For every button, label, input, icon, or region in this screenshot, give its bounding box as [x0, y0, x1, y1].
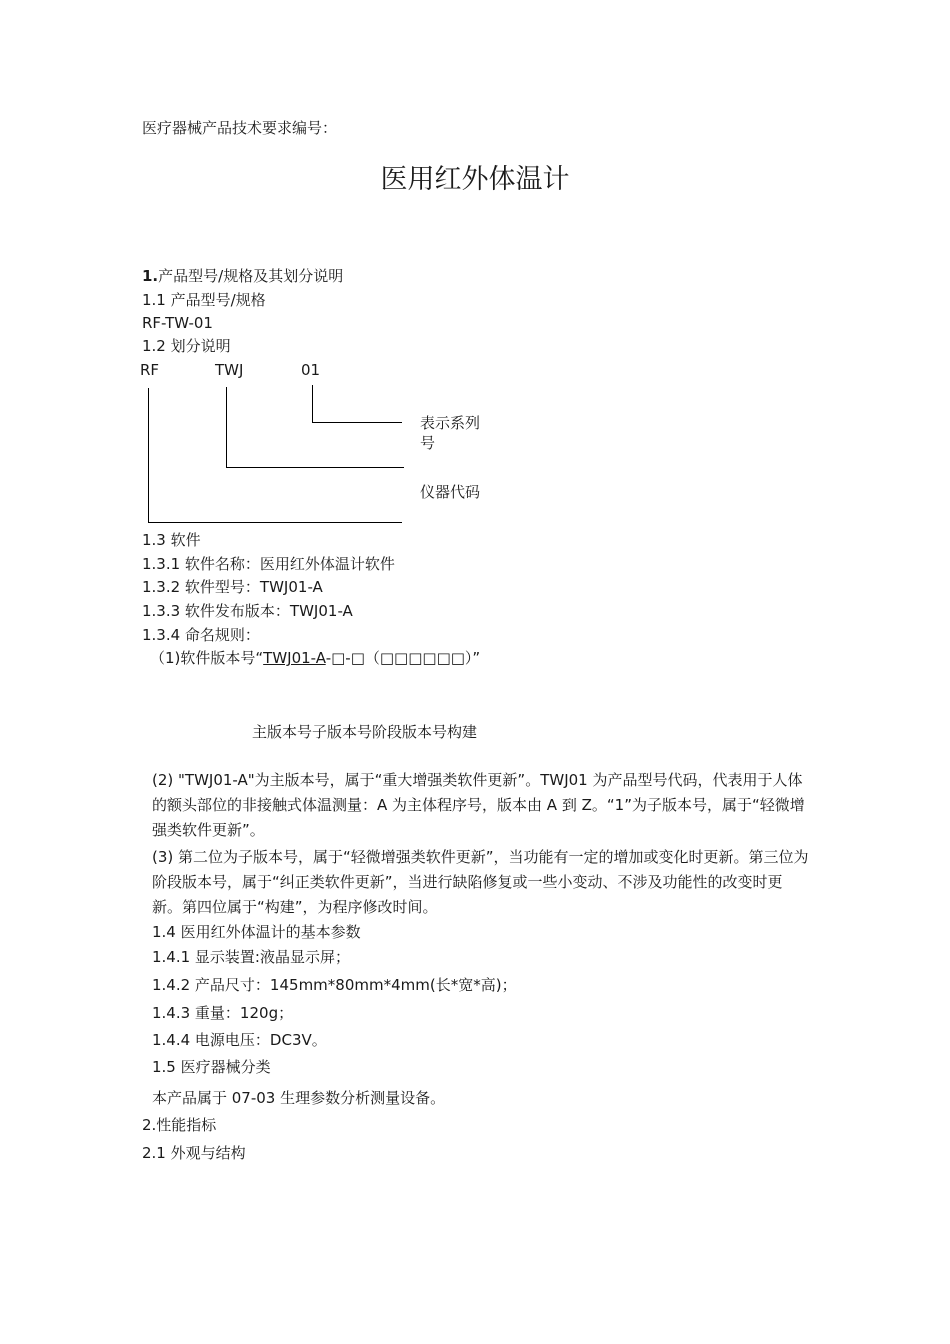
- bracket-line-twj-vertical: [226, 387, 227, 468]
- bracket-line-rf-vertical: [148, 388, 149, 523]
- software-name: 1.3.1 软件名称：医用红外体温计软件: [142, 555, 395, 573]
- document-title: 医用红外体温计: [380, 164, 570, 195]
- param-weight: 1.4.3 重量：120g；: [152, 1004, 294, 1022]
- version-paragraph-2: (2) "TWJ01-A"为主版本号，属于“重大增强类软件更新”。TWJ01 为产品型号代码，代表用于人体的额头部位的非接触式体温测量：A 为主体程序号，版本由 A 到 Z。“1”为子版本号，属于“轻微增强类软件更新”。: [152, 771, 805, 839]
- version-rule-underlined: TWJ01-A: [263, 649, 326, 667]
- segment-01: 01: [301, 361, 321, 379]
- label-series-line1: 表示系列: [420, 414, 481, 432]
- version-rule-suffix: -□-□（□□□□□□）”: [325, 649, 481, 667]
- model-number: RF-TW-01: [142, 314, 213, 332]
- bracket-line-01-vertical: [312, 385, 313, 423]
- version-rule-prefix: （1)软件版本号“: [150, 649, 264, 667]
- version-rule-caption: 主版本号子版本号阶段版本号构建: [252, 723, 478, 741]
- label-series-line2: 号: [420, 434, 436, 452]
- software-release: 1.3.3 软件发布版本：TWJ01-A: [142, 602, 353, 620]
- param-size: 1.4.2 产品尺寸：145mm*80mm*4mm(长*宽*高)；: [152, 976, 517, 994]
- segment-twj: TWJ: [215, 361, 244, 379]
- section-1-4-heading: 1.4 医用红外体温计的基本参数: [152, 923, 361, 941]
- bracket-line-twj-horizontal: [226, 467, 404, 468]
- naming-rules-heading: 1.3.4 命名规则：: [142, 626, 260, 644]
- section-1-2-heading: 1.2 划分说明: [142, 337, 231, 355]
- section-1-text: 产品型号/规格及其划分说明: [158, 267, 344, 285]
- version-paragraph-3: (3) 第二位为子版本号，属于“轻微增强类软件更新”，当功能有一定的增加或变化时更新。第三位为阶段版本号，属于“纠正类软件更新”，当进行缺陷修复或一些小变动、不涉及功能性的改变时更新。第四位属于“构建”，为程序修改时间。: [152, 848, 809, 916]
- bracket-line-rf-horizontal: [148, 522, 402, 523]
- software-model: 1.3.2 软件型号：TWJ01-A: [142, 578, 323, 596]
- param-power: 1.4.4 电源电压：DC3V。: [152, 1031, 327, 1049]
- section-1-1-heading: 1.1 产品型号/规格: [142, 291, 266, 309]
- version-rule-line: [150, 648, 480, 668]
- label-series-number: [420, 413, 480, 453]
- section-1-3-heading: 1.3 软件: [142, 531, 201, 549]
- section-2-heading: 2.性能指标: [142, 1116, 217, 1134]
- label-instrument-code: 仪器代码: [420, 483, 481, 501]
- section-2-1-heading: 2.1 外观与结构: [142, 1144, 246, 1162]
- doc-number-label: 医疗器械产品技术要求编号：: [142, 119, 338, 137]
- segment-rf: RF: [140, 361, 160, 379]
- bracket-line-01-horizontal: [312, 422, 402, 423]
- section-1-number: 1.: [142, 267, 159, 285]
- section-1-heading: [142, 266, 343, 286]
- section-1-5-heading: 1.5 医疗器械分类: [152, 1058, 271, 1076]
- param-display: 1.4.1 显示装置:液晶显示屏；: [152, 948, 350, 966]
- classification-text: 本产品属于 07-03 生理参数分析测量设备。: [152, 1089, 446, 1107]
